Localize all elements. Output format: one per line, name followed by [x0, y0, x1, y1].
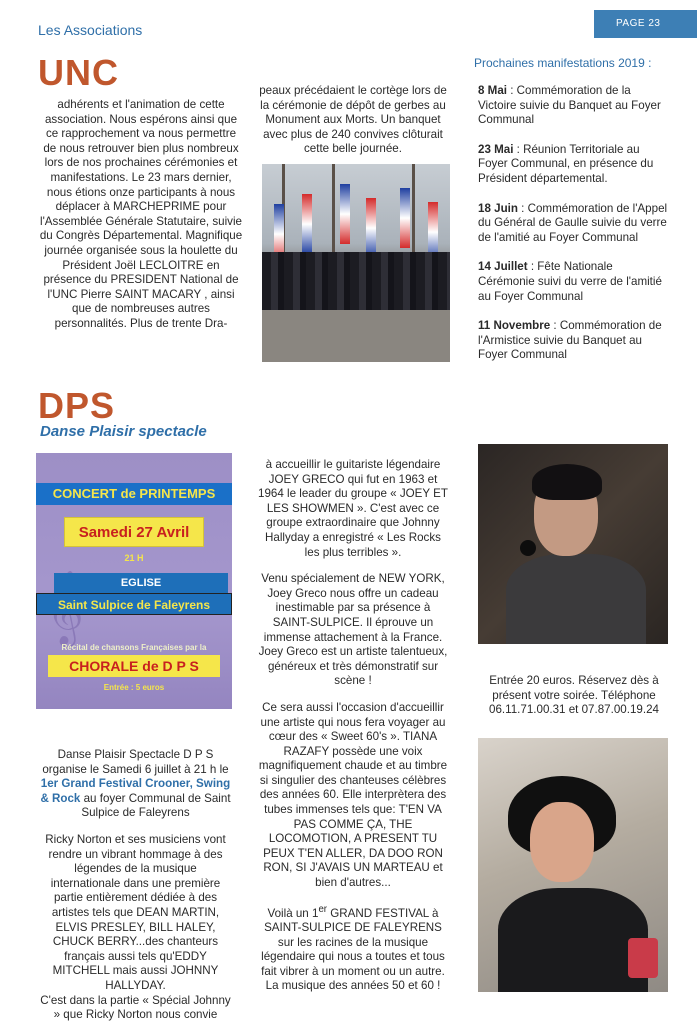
- flag: [340, 184, 350, 244]
- event-text: : Fête Nationale Cérémonie suivi du verre de l'amitié au Foyer Communal: [478, 260, 662, 303]
- poster-entry-price: Entrée : 5 euros: [103, 683, 165, 692]
- ceremony-parade-photo: [262, 164, 450, 362]
- event-date: 11 Novembre: [478, 319, 551, 333]
- event-text: : Réunion Territoriale au Foyer Communal, en présence du Président départemental.: [478, 142, 654, 185]
- ordinal-suffix: er: [318, 903, 328, 915]
- event-item: [478, 84, 668, 128]
- concert-poster: [36, 453, 232, 709]
- unc-col2-text: peaux précédaient le cortège lors de la cérémonie de dépôt de gerbes au Monument aux Morts. Un banquet avec plus de 240 convives clôturait cette belle journée.: [259, 84, 447, 156]
- tree-trunk: [412, 164, 415, 254]
- unc-column-1: [38, 98, 244, 332]
- dps-col2-para4-end: GRAND FESTIVAL à SAINT-SULPICE DE FALEYRENS sur les racines de la musique légendaire qui nous a toutes et tous fait vibrer à un moment ou un autre. La musique des années 50 et 60 !: [261, 906, 445, 993]
- section-label: Les Associations: [38, 22, 143, 38]
- event-date: 18 Juin: [478, 201, 518, 215]
- poster-venue: Saint Sulpice de Faleyrens: [36, 593, 232, 615]
- dps-col2-para4: [258, 903, 448, 994]
- ticket-info: Entrée 20 euros. Réservez dès à présent votre soirée. Téléphone 06.11.71.00.31 et 07.87.00.19.24: [489, 674, 659, 717]
- dps-col2-para4-start: Voilà un 1: [267, 906, 319, 920]
- dps-col1-para2: Ricky Norton et ses musiciens vont rendre un vibrant hommage à des légendes de la musique internationale dans une première partie entièrement dédiée à des artistes tels que DEAN MARTIN, ELVIS PRESLEY, BILL HALEY, CHUCK BERRY...des chanteurs français aussi tels qu'EDDY MITCHELL mais aussi JOHNNY HALLYDAY.: [45, 832, 226, 992]
- singer-top: [498, 888, 648, 992]
- unc-column-2: [258, 84, 448, 157]
- page-number-tab: PAGE 23: [594, 10, 697, 38]
- male-singer-photo: [478, 444, 668, 644]
- poster-date: Samedi 27 Avril: [64, 517, 204, 547]
- dps-intro-text-end: au foyer Communal de Saint Sulpice de Faleyrens: [80, 791, 231, 820]
- dps-col2-para1: à accueillir le guitariste légendaire JOEY GRECO qui fut en 1963 et 1964 le leader du groupe « JOEY ET LES SHOWMEN ». C'est avec ce groupe extraordinaire que Johnny Hallyday a enregistré « Les Rocks les plus terribles ».: [258, 458, 448, 559]
- dps-column-3: [478, 674, 670, 718]
- event-item: [478, 143, 668, 187]
- dps-column-2: [258, 458, 448, 994]
- event-item: [478, 260, 668, 304]
- dps-col2-para2: Venu spécialement de NEW YORK, Joey Greco nous offre un cadeau inestimable par sa présence à SAINT-SULPICE. Il éprouve un immense attachement à la France. Joey Greco est un artiste talentueux, généreux et très démonstratif sur scène !: [258, 572, 448, 688]
- singer-suit: [506, 554, 646, 644]
- upcoming-events-header: Prochaines manifestations 2019 :: [474, 56, 652, 70]
- poster-venue-type: EGLISE: [54, 573, 228, 593]
- poster-chorale: CHORALE de D P S: [48, 655, 220, 677]
- dps-column-1: [38, 748, 233, 1023]
- poster-concert-title: CONCERT de PRINTEMPS: [36, 483, 232, 505]
- singer-face: [530, 802, 594, 882]
- poster-recital: Récital de chansons Françaises par la: [61, 643, 207, 652]
- dps-title: DPS: [38, 385, 116, 426]
- flag: [400, 188, 410, 248]
- unc-col1-text: adhérents et l'animation de cette association. Nous espérons ainsi que ce rapprochement va nous permettre de nous retrouver bien plus nombreux lors de nos prochaines cérémonies et manifestations. Le 23 mars dernier, nous étions onze participants à nous déplacer à MARCHEPRIME pour l'Assemblée Générale Statutaire, suivie du Congrès Départemental. Magnifique journée organisée sous la houlette du Président Joël LECLOITRE en présence du PRESIDENT National de l'UNC Pierre SAINT MACARY , ainsi que de nombreuses autres personnalités. Plus de trente Dra-: [39, 98, 243, 330]
- event-text: : Commémoration de l'Appel du Général de Gaulle suivie du verre de l'amitié au Foyer Communal: [478, 201, 668, 244]
- female-singer-photo: [478, 738, 668, 992]
- festival-name-highlight: 1er Grand Festival Crooner, Swing & Rock: [40, 777, 231, 805]
- event-text: : Commémoration de la Victoire suivie du Banquet au Foyer Communal: [478, 84, 661, 127]
- dps-col1-para3: C'est dans la partie « Spécial Johnny » que Ricky Norton nous convie: [40, 993, 231, 1022]
- red-cup: [628, 938, 658, 978]
- street-ground: [262, 310, 450, 362]
- dps-col2-para3: Ce sera aussi l'occasion d'accueillir une artiste qui nous fera voyager au cœur des « Sweet 60's ». TIANA RAZAFY possède une voix magnifiquement chaude et au timbre si singulier des chanteuses célèbres des années 60. Elle interprètera des tubes immenses tels que: T'EN VA PAS COMME ÇA, THE LOCOMOTION, A PRESENT TU PEUX T'EN ALLER, DA DOO RON RON, SI J'AVAIS UN MARTEAU et bien d'autres...: [258, 700, 448, 890]
- dps-subtitle: Danse Plaisir spectacle: [40, 423, 207, 440]
- event-item: [478, 202, 668, 246]
- poster-hour: 21 H: [124, 553, 144, 563]
- singer-hair: [532, 464, 602, 500]
- event-text: : Commémoration de l'Armistice suivie du Banquet au Foyer Communal: [478, 319, 662, 362]
- upcoming-events-list: [478, 84, 668, 378]
- flag: [302, 194, 312, 254]
- microphone-icon: [520, 540, 536, 556]
- marching-crowd: [262, 252, 450, 312]
- event-item: [478, 319, 668, 363]
- event-date: 14 Juillet: [478, 260, 528, 274]
- dps-intro: [38, 748, 233, 821]
- unc-title: UNC: [38, 52, 119, 93]
- flag: [366, 198, 376, 258]
- event-date: 23 Mai: [478, 142, 514, 156]
- tree-trunk: [332, 164, 335, 254]
- event-date: 8 Mai: [478, 84, 507, 97]
- dps-intro-text: Danse Plaisir Spectacle D P S organise le Samedi 6 juillet à 21 h le: [42, 748, 229, 776]
